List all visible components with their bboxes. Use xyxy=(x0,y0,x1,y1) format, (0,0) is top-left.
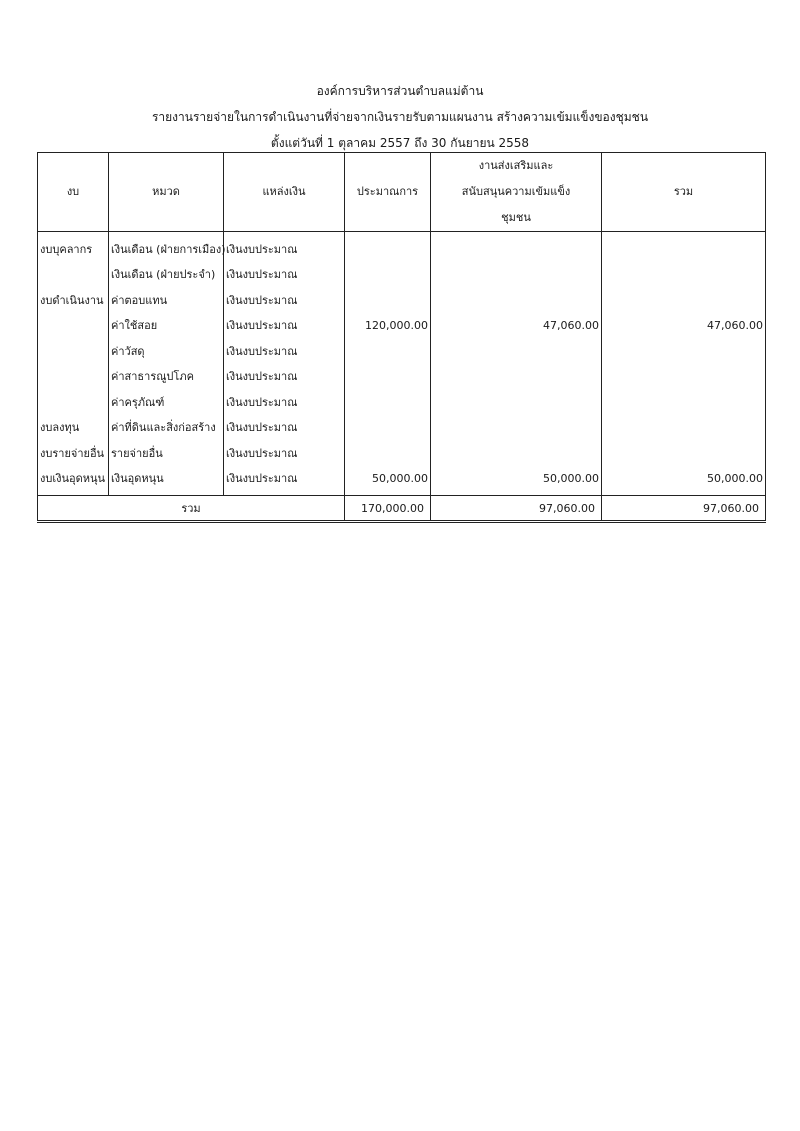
cell-source: เงินงบประมาณ xyxy=(224,415,345,441)
cell-category: เงินอุดหนุน xyxy=(109,466,224,496)
cell-source: เงินงบประมาณ xyxy=(224,287,345,313)
cell-program xyxy=(431,415,602,441)
total-row xyxy=(38,496,766,522)
report-period: ตั้งแต่วันที่ 1 ตุลาคม 2557 ถึง 30 กันยายน 2558 xyxy=(270,136,530,150)
cell-estimate xyxy=(345,287,431,313)
cell-estimate xyxy=(345,338,431,364)
cell-total xyxy=(602,287,766,313)
cell-source: เงินงบประมาณ xyxy=(224,466,345,496)
cell-estimate xyxy=(345,364,431,390)
cell-budget: งบเงินอุดหนุน xyxy=(38,466,109,496)
cell-budget xyxy=(38,262,109,288)
cell-source: เงินงบประมาณ xyxy=(224,389,345,415)
table-row xyxy=(38,287,766,313)
org-name: องค์การบริหารส่วนตำบลแม่ต้าน xyxy=(316,84,484,98)
cell-total xyxy=(602,364,766,390)
table-row xyxy=(38,415,766,441)
cell-category: ค่าใช้สอย xyxy=(109,313,224,339)
cell-category: เงินเดือน (ฝ่ายการเมือง) xyxy=(109,232,224,262)
cell-source: เงินงบประมาณ xyxy=(224,440,345,466)
cell-total xyxy=(602,389,766,415)
table-row xyxy=(38,389,766,415)
cell-budget xyxy=(38,313,109,339)
cell-estimate: 50,000.00 xyxy=(345,466,431,496)
cell-estimate xyxy=(345,389,431,415)
cell-category: เงินเดือน (ฝ่ายประจำ) xyxy=(109,262,224,288)
col-header-program-line2: สนับสนุนความเข้มแข็ง xyxy=(461,185,571,198)
cell-estimate xyxy=(345,262,431,288)
cell-total xyxy=(602,338,766,364)
col-header-program-line1: งานส่งเสริมและ xyxy=(478,159,554,172)
table-header-row xyxy=(38,153,766,232)
table-row xyxy=(38,466,766,496)
col-header-total: รวม xyxy=(602,153,766,232)
cell-total xyxy=(602,262,766,288)
table-row xyxy=(38,338,766,364)
table-row xyxy=(38,364,766,390)
cell-category: ค่าวัสดุ xyxy=(109,338,224,364)
cell-source: เงินงบประมาณ xyxy=(224,364,345,390)
cell-budget: งบลงทุน xyxy=(38,415,109,441)
report-title: รายงานรายจ่ายในการดำเนินงานที่จ่ายจากเงินรายรับตามแผนงาน สร้างความเข้มแข็งของชุมชน xyxy=(151,110,649,124)
table-row xyxy=(38,440,766,466)
cell-program xyxy=(431,338,602,364)
cell-program xyxy=(431,440,602,466)
cell-program xyxy=(431,364,602,390)
col-header-program-line3: ชุมชน xyxy=(501,211,531,224)
col-header-source: แหล่งเงิน xyxy=(224,153,345,232)
cell-category: รายจ่ายอื่น xyxy=(109,440,224,466)
total-estimate: 170,000.00 xyxy=(345,496,431,522)
cell-source: เงินงบประมาณ xyxy=(224,313,345,339)
table-row xyxy=(38,262,766,288)
cell-category: ค่าครุภัณฑ์ xyxy=(109,389,224,415)
table-body xyxy=(38,232,766,496)
cell-category: ค่าที่ดินและสิ่งก่อสร้าง xyxy=(109,415,224,441)
cell-budget: งบรายจ่ายอื่น xyxy=(38,440,109,466)
cell-source: เงินงบประมาณ xyxy=(224,232,345,262)
cell-budget xyxy=(38,389,109,415)
cell-program xyxy=(431,262,602,288)
cell-program xyxy=(431,287,602,313)
cell-category: ค่าสาธารณูปโภค xyxy=(109,364,224,390)
cell-budget: งบบุคลากร xyxy=(38,232,109,262)
cell-program xyxy=(431,389,602,415)
col-header-program xyxy=(431,153,602,232)
cell-total: 50,000.00 xyxy=(602,466,766,496)
cell-program: 47,060.00 xyxy=(431,313,602,339)
cell-program xyxy=(431,232,602,262)
total-program: 97,060.00 xyxy=(431,496,602,522)
cell-total xyxy=(602,440,766,466)
cell-source: เงินงบประมาณ xyxy=(224,338,345,364)
cell-estimate xyxy=(345,440,431,466)
cell-budget: งบดำเนินงาน xyxy=(38,287,109,313)
total-label: รวม xyxy=(38,496,345,522)
col-header-budget: งบ xyxy=(38,153,109,232)
cell-source: เงินงบประมาณ xyxy=(224,262,345,288)
cell-total xyxy=(602,415,766,441)
expense-report-table xyxy=(37,152,766,523)
cell-estimate xyxy=(345,415,431,441)
table-row xyxy=(38,232,766,262)
total-total: 97,060.00 xyxy=(602,496,766,522)
cell-total: 47,060.00 xyxy=(602,313,766,339)
cell-budget xyxy=(38,364,109,390)
cell-estimate: 120,000.00 xyxy=(345,313,431,339)
cell-total xyxy=(602,232,766,262)
col-header-estimate: ประมาณการ xyxy=(345,153,431,232)
col-header-category: หมวด xyxy=(109,153,224,232)
cell-budget xyxy=(38,338,109,364)
cell-estimate xyxy=(345,232,431,262)
table-row xyxy=(38,313,766,339)
cell-program: 50,000.00 xyxy=(431,466,602,496)
cell-category: ค่าตอบแทน xyxy=(109,287,224,313)
